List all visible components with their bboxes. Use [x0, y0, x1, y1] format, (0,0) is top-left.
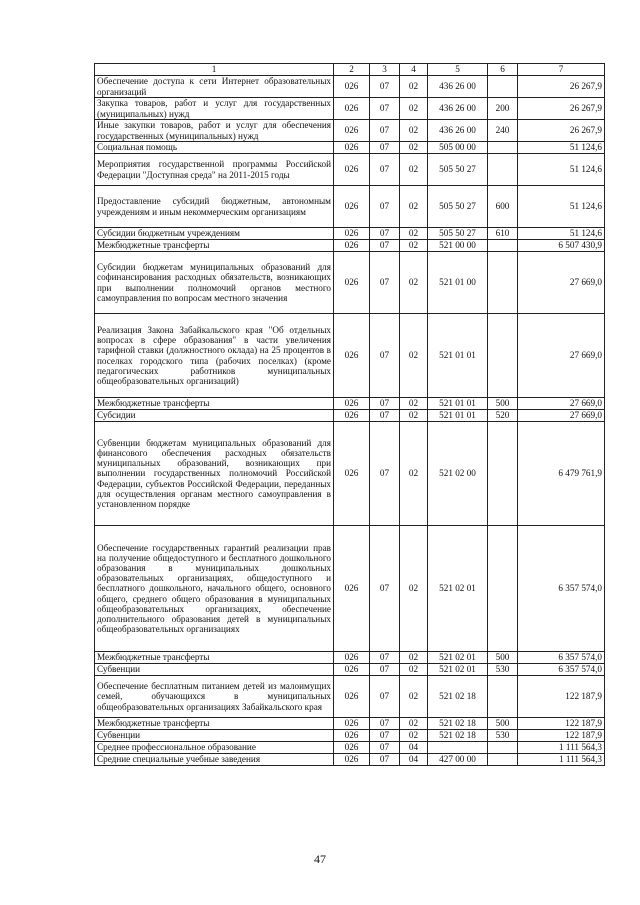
row-subsection: 04	[400, 742, 428, 754]
row-section: 07	[370, 676, 400, 718]
row-section: 07	[370, 410, 400, 422]
row-target-article: 521 02 01	[428, 526, 488, 652]
table-row	[95, 240, 605, 252]
row-amount: 26 267,9	[518, 98, 605, 120]
row-expense-type	[488, 314, 518, 398]
row-ministry-code: 026	[334, 410, 370, 422]
row-subsection: 02	[400, 120, 428, 142]
row-amount: 6 479 761,9	[518, 422, 605, 526]
row-name: Межбюджетные трансферты	[95, 718, 334, 730]
row-section: 07	[370, 730, 400, 742]
row-target-article: 427 00 00	[428, 754, 488, 766]
row-subsection: 02	[400, 314, 428, 398]
row-amount: 122 187,9	[518, 676, 605, 718]
row-amount: 27 669,0	[518, 252, 605, 314]
budget-table	[94, 63, 605, 766]
row-ministry-code: 026	[334, 742, 370, 754]
row-subsection: 02	[400, 718, 428, 730]
row-name: Субсидии бюджетным учреждениям	[95, 228, 334, 240]
row-section: 07	[370, 314, 400, 398]
row-name: Обеспечение государственных гарантий реализации прав на получение общедоступного и бесплатного дошкольного образования в муниципальных дошкольных образовательных организациях, общедоступного и бесплатного дошкольного, начального общего, основного общего, среднего общего образования в муниципальных общеобразовательных организациях, обеспечение дополнительного образования детей в муниципальных общеобразовательных организациях	[95, 526, 334, 652]
row-expense-type: 200	[488, 98, 518, 120]
row-section: 07	[370, 186, 400, 228]
row-subsection: 02	[400, 76, 428, 98]
row-name: Закупка товаров, работ и услуг для государственных (муниципальных) нужд	[95, 98, 334, 120]
row-name: Субвенции бюджетам муниципальных образований для финансового обеспечения расходных обязательств муниципальных образований, возникающих при выполнении государственных полномочий Российской Федерации, субъектов Российской Федерации, переданных для осуществления органам местного самоуправления в установленном порядке	[95, 422, 334, 526]
row-target-article: 521 01 01	[428, 398, 488, 410]
row-amount: 1 111 564,3	[518, 742, 605, 754]
row-subsection: 02	[400, 652, 428, 664]
row-name: Субсидии бюджетам муниципальных образований для софинансирования расходных обязательств, возникающих при выполнении полномочий органов местного самоуправления по вопросам местного значения	[95, 252, 334, 314]
row-section: 07	[370, 120, 400, 142]
row-amount: 27 669,0	[518, 314, 605, 398]
row-name: Средние специальные учебные заведения	[95, 754, 334, 766]
row-name: Межбюджетные трансферты	[95, 652, 334, 664]
row-section: 07	[370, 526, 400, 652]
row-subsection: 02	[400, 526, 428, 652]
row-target-article: 521 02 18	[428, 676, 488, 718]
row-expense-type	[488, 526, 518, 652]
row-subsection: 02	[400, 228, 428, 240]
header-col-6: 6	[488, 64, 518, 76]
table-row	[95, 754, 605, 766]
row-ministry-code: 026	[334, 120, 370, 142]
row-expense-type	[488, 252, 518, 314]
row-target-article: 521 02 18	[428, 718, 488, 730]
row-name: Субсидии	[95, 410, 334, 422]
row-target-article: 436 26 00	[428, 120, 488, 142]
table-row	[95, 120, 605, 142]
row-ministry-code: 026	[334, 98, 370, 120]
row-expense-type: 530	[488, 730, 518, 742]
row-section: 07	[370, 422, 400, 526]
row-name: Субвенции	[95, 664, 334, 676]
row-name: Социальная помощь	[95, 142, 334, 154]
header-col-2: 2	[334, 64, 370, 76]
row-amount: 51 124,6	[518, 186, 605, 228]
row-ministry-code: 026	[334, 76, 370, 98]
row-target-article: 505 50 27	[428, 154, 488, 186]
row-target-article: 521 02 01	[428, 664, 488, 676]
header-col-5: 5	[428, 64, 488, 76]
row-ministry-code: 026	[334, 422, 370, 526]
row-expense-type	[488, 676, 518, 718]
row-amount: 51 124,6	[518, 154, 605, 186]
row-section: 07	[370, 652, 400, 664]
row-ministry-code: 026	[334, 142, 370, 154]
row-expense-type: 500	[488, 652, 518, 664]
row-expense-type: 500	[488, 398, 518, 410]
row-expense-type	[488, 742, 518, 754]
row-amount: 27 669,0	[518, 410, 605, 422]
table-row	[95, 718, 605, 730]
table-row	[95, 252, 605, 314]
row-expense-type	[488, 142, 518, 154]
table-row	[95, 730, 605, 742]
row-ministry-code: 026	[334, 398, 370, 410]
row-expense-type	[488, 154, 518, 186]
row-subsection: 02	[400, 730, 428, 742]
row-amount: 6 507 430,9	[518, 240, 605, 252]
row-amount: 51 124,6	[518, 142, 605, 154]
row-target-article: 521 02 01	[428, 652, 488, 664]
table-row	[95, 742, 605, 754]
row-ministry-code: 026	[334, 664, 370, 676]
row-subsection: 04	[400, 754, 428, 766]
row-amount: 26 267,9	[518, 120, 605, 142]
row-subsection: 02	[400, 410, 428, 422]
row-name: Иные закупки товаров, работ и услуг для обеспечения государственных (муниципальных) нужд	[95, 120, 334, 142]
row-target-article: 521 01 01	[428, 410, 488, 422]
row-section: 07	[370, 664, 400, 676]
row-target-article	[428, 742, 488, 754]
table-row	[95, 154, 605, 186]
row-amount: 26 267,9	[518, 76, 605, 98]
row-subsection: 02	[400, 240, 428, 252]
row-ministry-code: 026	[334, 676, 370, 718]
row-subsection: 02	[400, 154, 428, 186]
table-row	[95, 98, 605, 120]
row-section: 07	[370, 98, 400, 120]
row-ministry-code: 026	[334, 314, 370, 398]
table-row	[95, 76, 605, 98]
row-amount: 6 357 574,0	[518, 664, 605, 676]
row-expense-type	[488, 422, 518, 526]
row-name: Мероприятия государственной программы Российской Федерации "Доступная среда" на 2011-2015 годы	[95, 154, 334, 186]
table-row	[95, 526, 605, 652]
row-target-article: 436 26 00	[428, 98, 488, 120]
row-section: 07	[370, 154, 400, 186]
row-section: 07	[370, 252, 400, 314]
row-ministry-code: 026	[334, 228, 370, 240]
row-target-article: 436 26 00	[428, 76, 488, 98]
row-name: Межбюджетные трансферты	[95, 240, 334, 252]
table-body	[95, 76, 605, 766]
row-amount: 6 357 574,0	[518, 652, 605, 664]
row-ministry-code: 026	[334, 240, 370, 252]
row-target-article: 521 00 00	[428, 240, 488, 252]
header-row	[95, 64, 605, 76]
row-subsection: 02	[400, 186, 428, 228]
row-section: 07	[370, 228, 400, 240]
row-expense-type: 500	[488, 718, 518, 730]
table-row	[95, 228, 605, 240]
row-target-article: 505 00 00	[428, 142, 488, 154]
table-row	[95, 142, 605, 154]
row-ministry-code: 026	[334, 154, 370, 186]
row-ministry-code: 026	[334, 526, 370, 652]
row-section: 07	[370, 754, 400, 766]
row-expense-type: 520	[488, 410, 518, 422]
row-subsection: 02	[400, 676, 428, 718]
row-name: Предоставление субсидий бюджетным, автономным учреждениям и иным некоммерческим организациям	[95, 186, 334, 228]
row-section: 07	[370, 142, 400, 154]
row-name: Обеспечение бесплатным питанием детей из малоимущих семей, обучающихся в муниципальных общеобразовательных организациях Забайкальского края	[95, 676, 334, 718]
row-target-article: 521 01 01	[428, 314, 488, 398]
header-col-7: 7	[518, 64, 605, 76]
row-section: 07	[370, 742, 400, 754]
row-amount: 27 669,0	[518, 398, 605, 410]
row-expense-type: 610	[488, 228, 518, 240]
header-col-4: 4	[400, 64, 428, 76]
row-name: Обеспечение доступа к сети Интернет образовательных организаций	[95, 76, 334, 98]
row-amount: 122 187,9	[518, 730, 605, 742]
row-ministry-code: 026	[334, 754, 370, 766]
table-row	[95, 410, 605, 422]
row-subsection: 02	[400, 422, 428, 526]
header-col-3: 3	[370, 64, 400, 76]
row-name: Субвенции	[95, 730, 334, 742]
row-amount: 6 357 574,0	[518, 526, 605, 652]
row-expense-type	[488, 76, 518, 98]
table-row	[95, 652, 605, 664]
row-expense-type	[488, 754, 518, 766]
table-row	[95, 186, 605, 228]
table-row	[95, 664, 605, 676]
row-ministry-code: 026	[334, 252, 370, 314]
row-ministry-code: 026	[334, 186, 370, 228]
row-name: Реализация Закона Забайкальского края "Об отдельных вопросах в сфере образования" в части увеличения тарифной ставки (должностного оклада) на 25 процентов в поселках городского типа (рабочих поселках) (кроме педагогических работников муниципальных общеобразовательных организаций)	[95, 314, 334, 398]
row-amount: 122 187,9	[518, 718, 605, 730]
row-target-article: 521 02 00	[428, 422, 488, 526]
row-expense-type: 530	[488, 664, 518, 676]
table-row	[95, 314, 605, 398]
row-target-article: 505 50 27	[428, 186, 488, 228]
row-amount: 1 111 564,3	[518, 754, 605, 766]
row-name: Межбюджетные трансферты	[95, 398, 334, 410]
table-row	[95, 398, 605, 410]
row-subsection: 02	[400, 398, 428, 410]
row-ministry-code: 026	[334, 730, 370, 742]
table-row	[95, 422, 605, 526]
row-section: 07	[370, 718, 400, 730]
page-number: 47	[314, 852, 326, 866]
row-ministry-code: 026	[334, 652, 370, 664]
row-name: Среднее профессиональное образование	[95, 742, 334, 754]
row-subsection: 02	[400, 98, 428, 120]
row-target-article: 521 02 18	[428, 730, 488, 742]
header-col-1: 1	[95, 64, 334, 76]
row-section: 07	[370, 240, 400, 252]
row-subsection: 02	[400, 252, 428, 314]
row-target-article: 505 50 27	[428, 228, 488, 240]
table-row	[95, 676, 605, 718]
row-amount: 51 124,6	[518, 228, 605, 240]
row-target-article: 521 01 00	[428, 252, 488, 314]
row-section: 07	[370, 76, 400, 98]
row-subsection: 02	[400, 142, 428, 154]
row-expense-type	[488, 240, 518, 252]
row-expense-type: 600	[488, 186, 518, 228]
row-subsection: 02	[400, 664, 428, 676]
row-ministry-code: 026	[334, 718, 370, 730]
row-section: 07	[370, 398, 400, 410]
row-expense-type: 240	[488, 120, 518, 142]
